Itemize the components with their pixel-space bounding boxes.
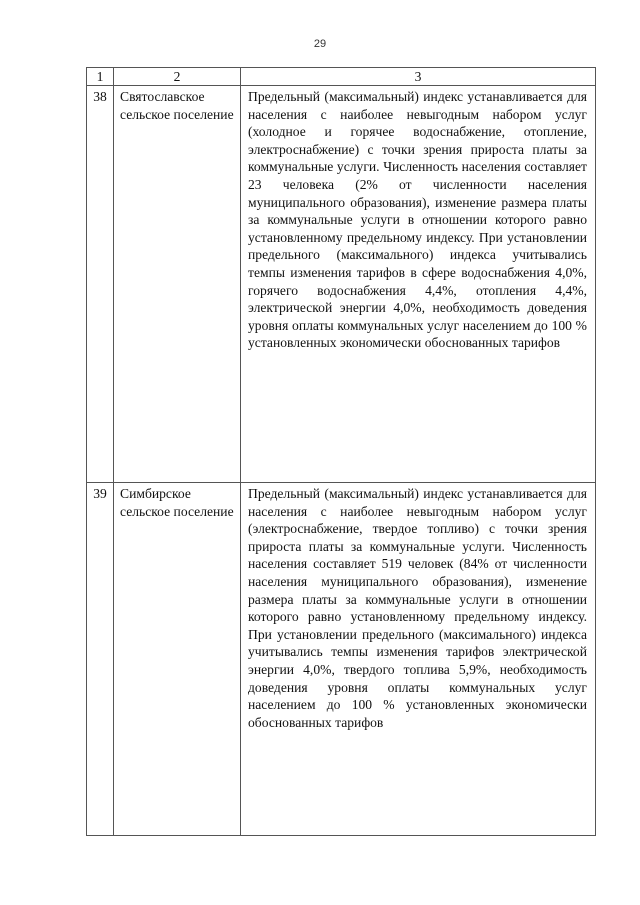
header-cell-description: 3 bbox=[241, 68, 596, 86]
table-row bbox=[87, 86, 596, 483]
page-number: 29 bbox=[313, 38, 327, 50]
table-row bbox=[87, 483, 596, 836]
municipality-name: Симбирское сельское поселение bbox=[114, 483, 241, 836]
row-number: 39 bbox=[87, 483, 114, 836]
table-header-row bbox=[87, 68, 596, 86]
municipality-name: Святославское сельское поселение bbox=[114, 86, 241, 483]
index-description: Предельный (максимальный) индекс устанавливается для населения с наиболее невыгодным набором услуг (холодное и горячее водоснабжение, отопление, электроснабжение) с точки зрения прироста платы за коммунальные услуги. Численность населения составляет 23 человека (2% от численности населения муниципального образования), изменение размера платы за коммунальные услуги в отношении которого равно установленному предельному индексу. При установлении предельного (максимального) индекса учитывались темпы изменения тарифов в сфере водоснабжения 4,0%, горячего водоснабжения 4,4%, отопления 4,4%, электрической энергии 4,0%, необходимость доведения уровня оплаты коммунальных услуг населением до 100 % установленных экономически обоснованных тарифов bbox=[241, 86, 596, 483]
header-cell-name: 2 bbox=[114, 68, 241, 86]
tariff-index-table bbox=[86, 67, 596, 836]
index-description: Предельный (максимальный) индекс устанавливается для населения с наиболее невыгодным набором услуг (электроснабжение, твердое топливо) с точки зрения прироста платы за коммунальные услуги. Численность населения составляет 519 человек (84% от численности населения муниципального образования), изменение размера платы за коммунальные услуги в отношении которого равно установленному предельному индексу. При установлении предельного (максимального) индекса учитывались темпы изменения тарифов электрической энергии 4,0%, твердого топлива 5,9%, необходимость доведения уровня оплаты коммунальных услуг населением до 100 % установленных экономически обоснованных тарифов bbox=[241, 483, 596, 836]
row-number: 38 bbox=[87, 86, 114, 483]
header-cell-num: 1 bbox=[87, 68, 114, 86]
